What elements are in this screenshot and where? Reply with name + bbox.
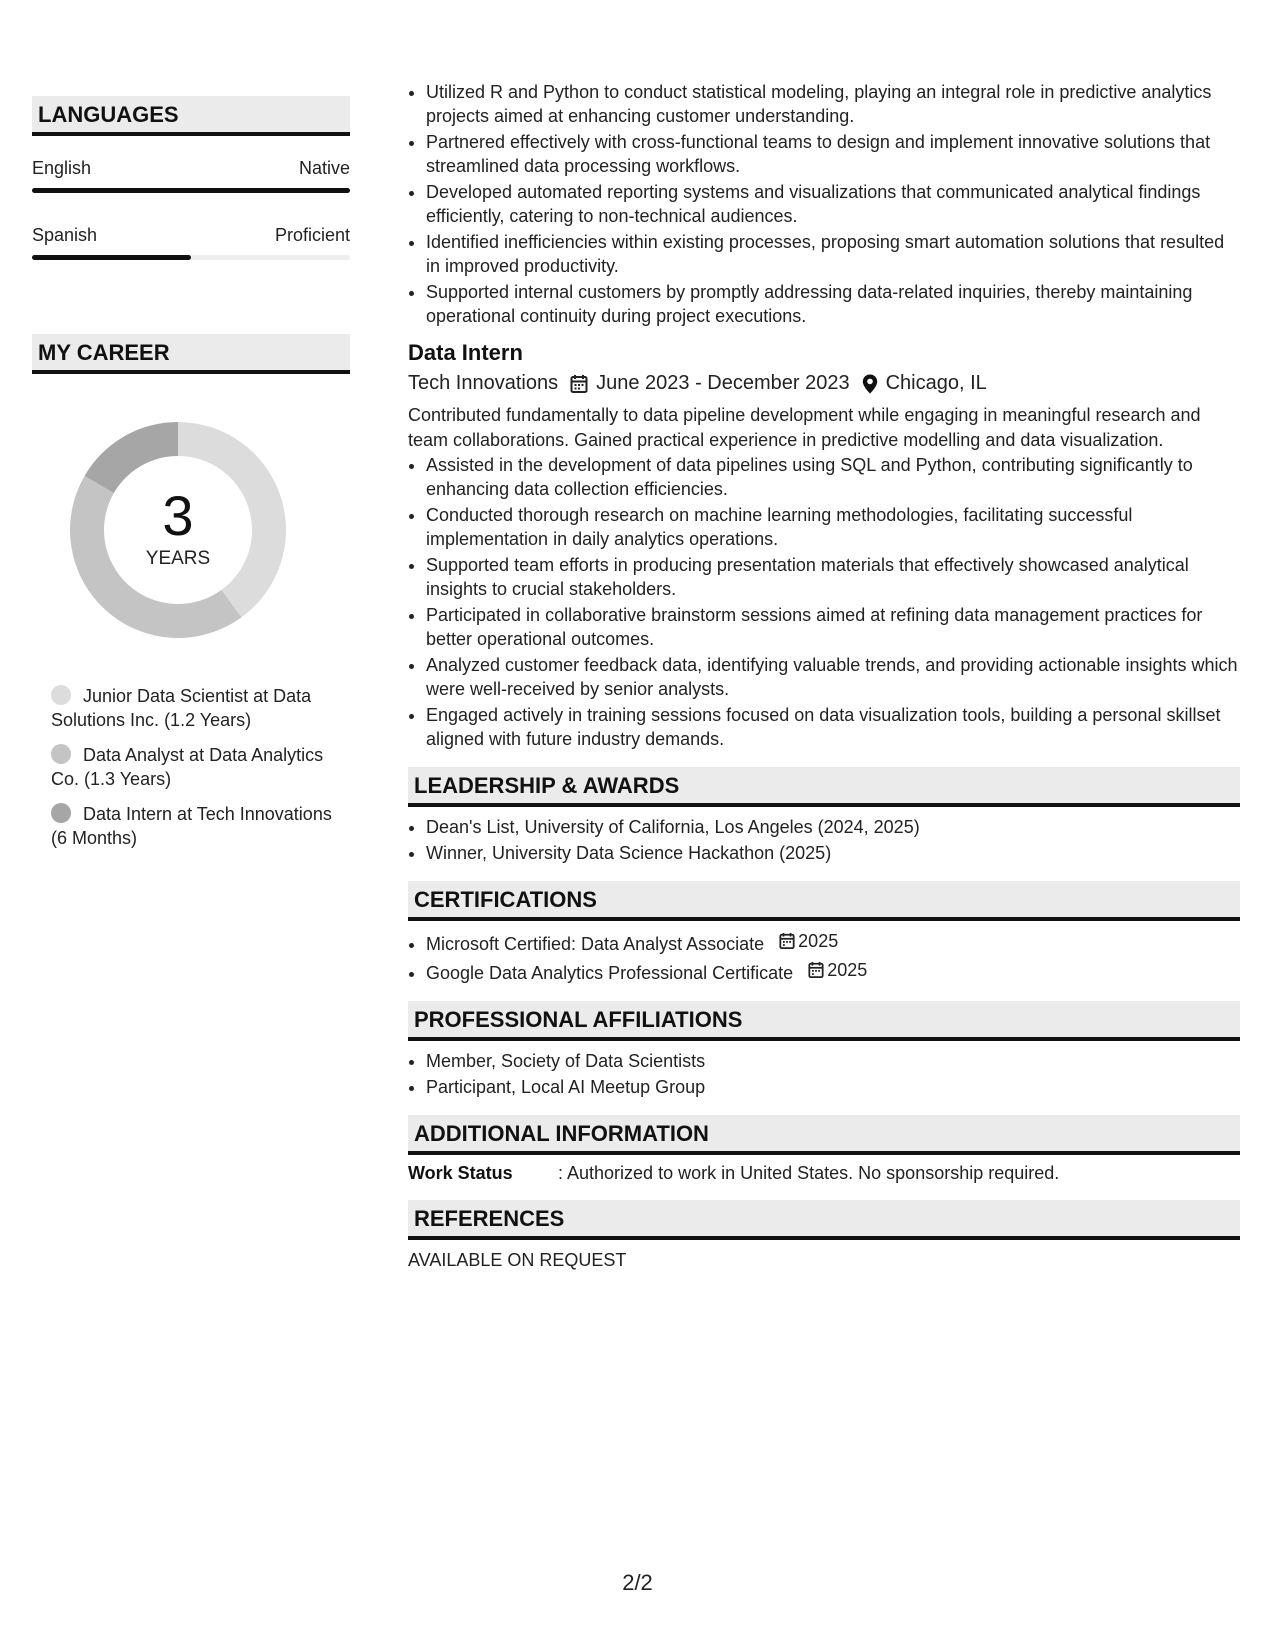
language-level: Proficient (274, 225, 350, 245)
language-name: English (32, 158, 92, 178)
list-item: • Supported internal customers by promptly addressing data-related inquiries, thereby maintaining operational continuity during project executions. (426, 280, 1240, 328)
references-heading: REFERENCES (408, 1200, 1240, 1240)
career-legend (32, 684, 341, 850)
calendar-icon (808, 961, 824, 979)
legend-item (51, 802, 341, 850)
leadership-section (408, 767, 1240, 865)
cert-year: 2025 (798, 931, 839, 951)
job-meta (408, 372, 1240, 395)
language-bar (32, 255, 350, 260)
work-status-value: : Authorized to work in United States. No sponsorship required. (558, 1163, 1060, 1183)
legend-item (51, 684, 341, 732)
right-column (408, 80, 1240, 1271)
language-bar (32, 188, 350, 193)
language-item (32, 158, 350, 193)
job-location: Chicago, IL (885, 372, 987, 394)
cert-year: 2025 (827, 960, 868, 980)
left-column (32, 96, 350, 861)
language-level: Native (298, 158, 350, 178)
list-item (426, 958, 1240, 985)
language-bar-fill (32, 188, 350, 193)
list-item: • Participated in collaborative brainstorm sessions aimed at refining data management practices for better operational outcomes. (426, 603, 1240, 651)
previous-job-bullets (408, 80, 1240, 328)
languages-heading: LANGUAGES (32, 96, 350, 136)
certifications-section (408, 881, 1240, 985)
references-section (408, 1200, 1240, 1271)
career-donut-chart (58, 410, 298, 650)
list-item: • Participant, Local AI Meetup Group (426, 1075, 1240, 1099)
list-item: • Supported team efforts in producing presentation materials that effectively showcased analytical insights to crucial stakeholders. (426, 553, 1240, 601)
legend-dot (51, 685, 71, 705)
work-status-row (408, 1163, 1240, 1184)
list-item: • Conducted thorough research on machine learning methodologies, facilitating successful implementation in daily analytics operations. (426, 503, 1240, 551)
legend-dot (51, 803, 71, 823)
legend-label: Junior Data Scientist at Data Solutions Inc. (1.2 Years) (51, 686, 312, 730)
list-item: • Partnered effectively with cross-functional teams to design and implement innovative solutions that streamlined data processing workflows. (426, 130, 1240, 178)
legend-item (51, 743, 341, 791)
affiliations-section (408, 1001, 1240, 1099)
certifications-heading: CERTIFICATIONS (408, 881, 1240, 921)
list-item: • Developed automated reporting systems and visualizations that communicated analytical findings efficiently, catering to non-technical audiences. (426, 180, 1240, 228)
list-item: • Analyzed customer feedback data, identifying valuable trends, and providing actionable insights which were well-received by senior analysts. (426, 653, 1240, 701)
location-pin-icon (862, 374, 878, 394)
cert-name: Microsoft Certified: Data Analyst Associate (426, 934, 765, 954)
language-bar-fill (32, 255, 191, 260)
job-summary: Contributed fundamentally to data pipeline development while engaging in meaningful research and team collaborations. Gained practical experience in predictive modelling and data visualization. (408, 405, 1201, 450)
list-item: • Assisted in the development of data pipelines using SQL and Python, contributing significantly to enhancing data collection efficiencies. (426, 453, 1240, 501)
calendar-icon (570, 374, 588, 394)
legend-dot (51, 744, 71, 764)
page-number: 2/2 (622, 1570, 653, 1595)
language-item (32, 225, 350, 260)
list-item: • Member, Society of Data Scientists (426, 1049, 1240, 1073)
additional-heading: ADDITIONAL INFORMATION (408, 1115, 1240, 1155)
career-total-value: 3 (162, 484, 194, 547)
list-item (426, 929, 1240, 956)
references-text: AVAILABLE ON REQUEST (408, 1250, 627, 1270)
job-company: Tech Innovations (408, 372, 559, 394)
legend-label: Data Intern at Tech Innovations (6 Months) (51, 804, 332, 848)
additional-section (408, 1115, 1240, 1184)
list-item: • Utilized R and Python to conduct statistical modeling, playing an integral role in predictive analytics projects aimed at enhancing customer understanding. (426, 80, 1240, 128)
leadership-heading: LEADERSHIP & AWARDS (408, 767, 1240, 807)
list-item: • Identified inefficiencies within existing processes, proposing smart automation solutions that resulted in improved productivity. (426, 230, 1240, 278)
list-item: • Winner, University Data Science Hackathon (2025) (426, 841, 1240, 865)
affiliations-heading: PROFESSIONAL AFFILIATIONS (408, 1001, 1240, 1041)
job-dates: June 2023 - December 2023 (596, 372, 850, 394)
work-status-label: Work Status (408, 1163, 513, 1183)
cert-name: Google Data Analytics Professional Certificate (426, 963, 794, 983)
job-bullets (408, 453, 1240, 751)
list-item: • Dean's List, University of California, Los Angeles (2024, 2025) (426, 815, 1240, 839)
calendar-icon (779, 932, 795, 950)
language-name: Spanish (32, 225, 98, 245)
job-title: Data Intern (408, 340, 523, 365)
list-item: • Engaged actively in training sessions focused on data visualization tools, building a personal skillset aligned with future industry demands. (426, 703, 1240, 751)
legend-label: Data Analyst at Data Analytics Co. (1.3 Years) (51, 745, 324, 789)
career-total-unit: YEARS (145, 548, 211, 569)
career-heading: MY CAREER (32, 334, 350, 374)
